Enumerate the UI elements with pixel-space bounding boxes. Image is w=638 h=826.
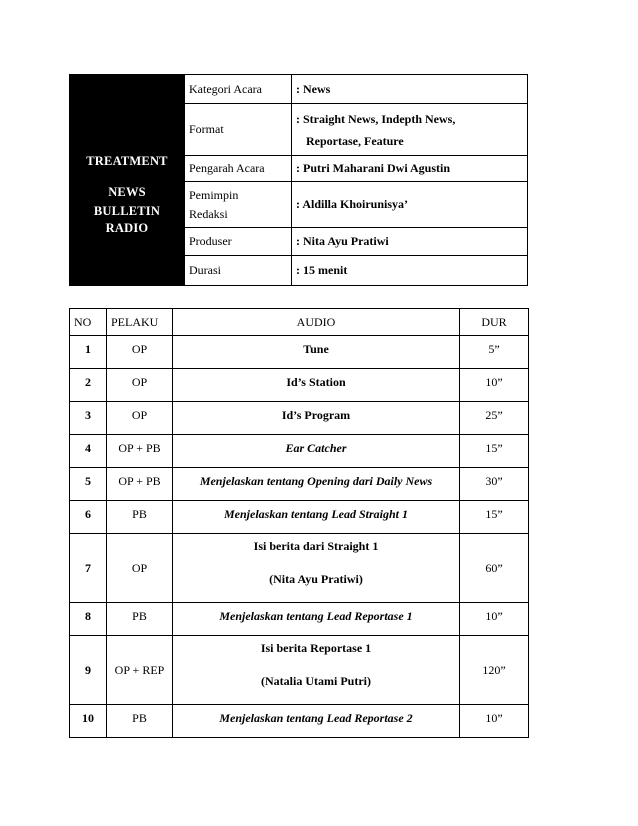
row-dur: 5” [460, 336, 529, 369]
row-no: 5 [70, 468, 107, 501]
table-row [70, 369, 529, 402]
row-dur: 15” [460, 501, 529, 534]
row-audio: Tune [173, 336, 460, 369]
table-row [70, 636, 529, 705]
row-audio: Menjelaskan tentang Lead Straight 1 [173, 501, 460, 534]
row-audio-line1: Isi berita Reportase 1 [260, 641, 372, 655]
label-format: Format [185, 104, 292, 156]
table-row [70, 435, 529, 468]
value-produser: : Nita Ayu Pratiwi [292, 228, 528, 256]
table-row [70, 534, 529, 603]
row-dur: 15” [460, 435, 529, 468]
row-audio: Ear Catcher [173, 435, 460, 468]
row-no: 1 [70, 336, 107, 369]
row-no: 7 [70, 534, 107, 603]
row-no: 3 [70, 402, 107, 435]
row-audio: Menjelaskan tentang Lead Reportase 1 [173, 603, 460, 636]
row-pelaku: OP + PB [107, 468, 173, 501]
row-dur: 120” [460, 636, 529, 705]
row-audio: Menjelaskan tentang Lead Reportase 2 [173, 705, 460, 738]
label-pemimpin-redaksi [185, 182, 292, 228]
label-kategori-acara: Kategori Acara [185, 75, 292, 104]
row-pelaku: PB [107, 603, 173, 636]
table-row [70, 603, 529, 636]
row-no: 6 [70, 501, 107, 534]
row-audio [173, 534, 460, 603]
row-audio: Id’s Program [173, 402, 460, 435]
header-audio: AUDIO [173, 309, 460, 336]
row-no: 2 [70, 369, 107, 402]
table-row [70, 468, 529, 501]
table-row [70, 336, 529, 369]
table-row [70, 501, 529, 534]
row-dur: 25” [460, 402, 529, 435]
row-no: 9 [70, 636, 107, 705]
row-pelaku: OP [107, 534, 173, 603]
row-pelaku: OP + REP [107, 636, 173, 705]
treatment-title-block [70, 75, 185, 286]
row-audio-line1: Isi berita dari Straight 1 [253, 539, 379, 553]
row-no: 8 [70, 603, 107, 636]
header-no: NO [70, 309, 107, 336]
row-audio [173, 636, 460, 705]
row-dur: 30” [460, 468, 529, 501]
row-pelaku: PB [107, 705, 173, 738]
label-pengarah-acara: Pengarah Acara [185, 156, 292, 182]
treatment-table [69, 74, 528, 286]
row-pelaku: PB [107, 501, 173, 534]
label-pemimpin: Pemimpin [189, 187, 239, 202]
row-no: 4 [70, 435, 107, 468]
table-row [70, 402, 529, 435]
row-dur: 10” [460, 705, 529, 738]
row-audio-line2: (Natalia Utami Putri) [261, 674, 371, 688]
row-dur: 10” [460, 603, 529, 636]
row-audio: Menjelaskan tentang Opening dari Daily News [173, 468, 460, 501]
value-pengarah-acara: : Putri Maharani Dwi Agustin [292, 156, 528, 182]
label-redaksi: Redaksi [189, 206, 228, 221]
treatment-subtitle-1: NEWS BULLETIN [93, 185, 161, 218]
treatment-title: TREATMENT [86, 154, 168, 168]
value-pemimpin-redaksi: : Aldilla Khoirunisya’ [292, 182, 528, 228]
treatment-subtitle-2: RADIO [105, 221, 149, 235]
row-no: 10 [70, 705, 107, 738]
row-pelaku: OP [107, 336, 173, 369]
rundown-table [69, 308, 529, 738]
row-pelaku: OP [107, 402, 173, 435]
rundown-header-row [70, 309, 529, 336]
row-dur: 60” [460, 534, 529, 603]
header-dur: DUR [460, 309, 529, 336]
value-durasi: : 15 menit [292, 256, 528, 286]
row-pelaku: OP + PB [107, 435, 173, 468]
row-audio: Id’s Station [173, 369, 460, 402]
row-audio-line2: (Nita Ayu Pratiwi) [269, 572, 363, 586]
value-format-line2: Reportase, Feature [306, 133, 404, 148]
header-pelaku: PELAKU [107, 309, 173, 336]
value-format-line1: : Straight News, Indepth News, [296, 111, 456, 126]
table-row [70, 705, 529, 738]
value-kategori-acara: : News [292, 75, 528, 104]
label-durasi: Durasi [185, 256, 292, 286]
label-produser: Produser [185, 228, 292, 256]
row-dur: 10” [460, 369, 529, 402]
value-format [292, 104, 528, 156]
row-pelaku: OP [107, 369, 173, 402]
